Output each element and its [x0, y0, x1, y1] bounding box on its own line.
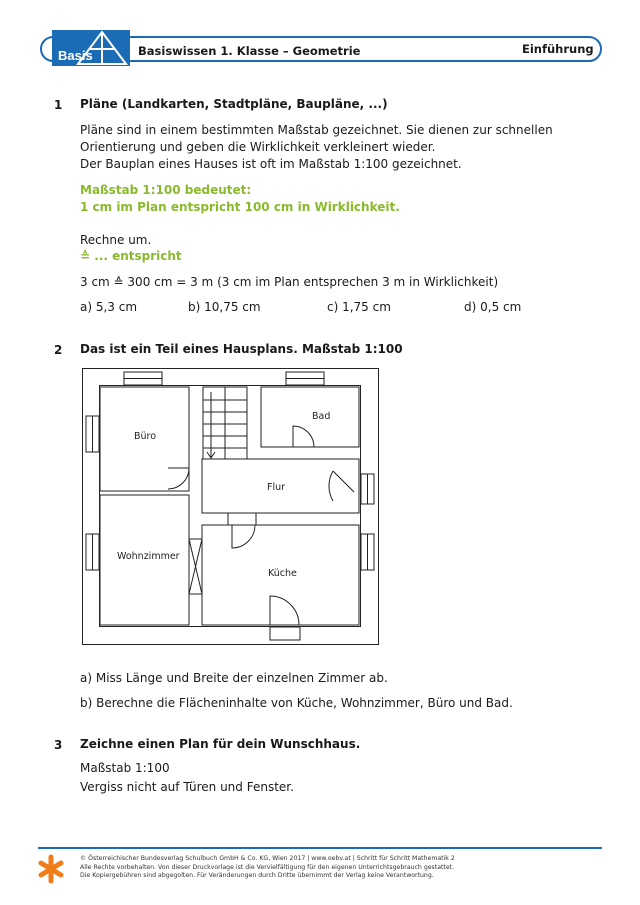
- option-a: a) 5,3 cm: [80, 300, 138, 314]
- scale-rule-2: 1 cm im Plan entspricht 100 cm in Wirklichkeit.: [80, 200, 400, 214]
- logo-text: Basis: [58, 48, 93, 63]
- task2-b: b) Berechne die Flächeninhalte von Küche, Wohnzimmer, Büro und Bad.: [80, 696, 513, 710]
- footer-line-1: © Österreichischer Bundesverlag Schulbuch GmbH & Co. KG, Wien 2017 | www.oebv.at | Schritt für Schritt Mathematik 2: [80, 855, 455, 862]
- example-line: 3 cm ≙ 300 cm = 3 m (3 cm im Plan entsprechen 3 m in Wirklichkeit): [80, 275, 499, 289]
- task2-number: 2: [54, 343, 63, 357]
- room-wohnzimmer: Wohnzimmer: [117, 551, 180, 562]
- task3-line-1: Maßstab 1:100: [80, 761, 170, 775]
- scale-rule-1: Maßstab 1:100 bedeutet:: [80, 183, 252, 197]
- task1-para-1: Pläne sind in einem bestimmten Maßstab gezeichnet. Sie dienen zur schnellen: [80, 123, 553, 137]
- option-d: d) 0,5 cm: [464, 300, 522, 314]
- room-bad: Bad: [312, 411, 331, 422]
- task3-number: 3: [54, 738, 63, 752]
- task2-heading: Das ist ein Teil eines Hausplans. Maßstab 1:100: [80, 342, 403, 356]
- task3-heading: Zeichne einen Plan für dein Wunschhaus.: [80, 737, 361, 751]
- option-b: b) 10,75 cm: [188, 300, 261, 314]
- task1-heading: Pläne (Landkarten, Stadtpläne, Baupläne, ...): [80, 97, 388, 111]
- publisher-star-icon: [38, 854, 64, 884]
- task1-para-3: Der Bauplan eines Hauses ist oft im Maßstab 1:100 gezeichnet.: [80, 157, 462, 171]
- room-kueche: Küche: [268, 568, 297, 579]
- footer-line-2: Alle Rechte vorbehalten. Von dieser Druckvorlage ist die Vervielfältigung für den eigenen Unterrichtsgebrauch gestattet.: [80, 863, 455, 871]
- footer-line-3: Die Kopiergebühren sind abgegolten. Für Veränderungen durch Dritte übernimmt der Verlag keine Verantwortung.: [80, 872, 434, 880]
- symbol-note: ≙ ... entspricht: [80, 249, 182, 263]
- house-plan: [82, 368, 380, 646]
- room-flur: Flur: [267, 482, 286, 493]
- footer-divider: [38, 847, 602, 849]
- footer-text: [80, 855, 455, 881]
- rechne-label: Rechne um.: [80, 233, 152, 247]
- header-section: Einführung: [522, 42, 594, 56]
- task1-para-2: Orientierung und geben die Wirklichkeit verkleinert wieder.: [80, 140, 436, 154]
- header-title: Basiswissen 1. Klasse – Geometrie: [138, 44, 361, 58]
- task2-a: a) Miss Länge und Breite der einzelnen Zimmer ab.: [80, 671, 388, 685]
- task1-number: 1: [54, 98, 63, 112]
- option-c: c) 1,75 cm: [327, 300, 391, 314]
- basis-logo: [52, 30, 130, 66]
- room-buero: Büro: [134, 431, 157, 442]
- task3-line-2: Vergiss nicht auf Türen und Fenster.: [80, 780, 294, 794]
